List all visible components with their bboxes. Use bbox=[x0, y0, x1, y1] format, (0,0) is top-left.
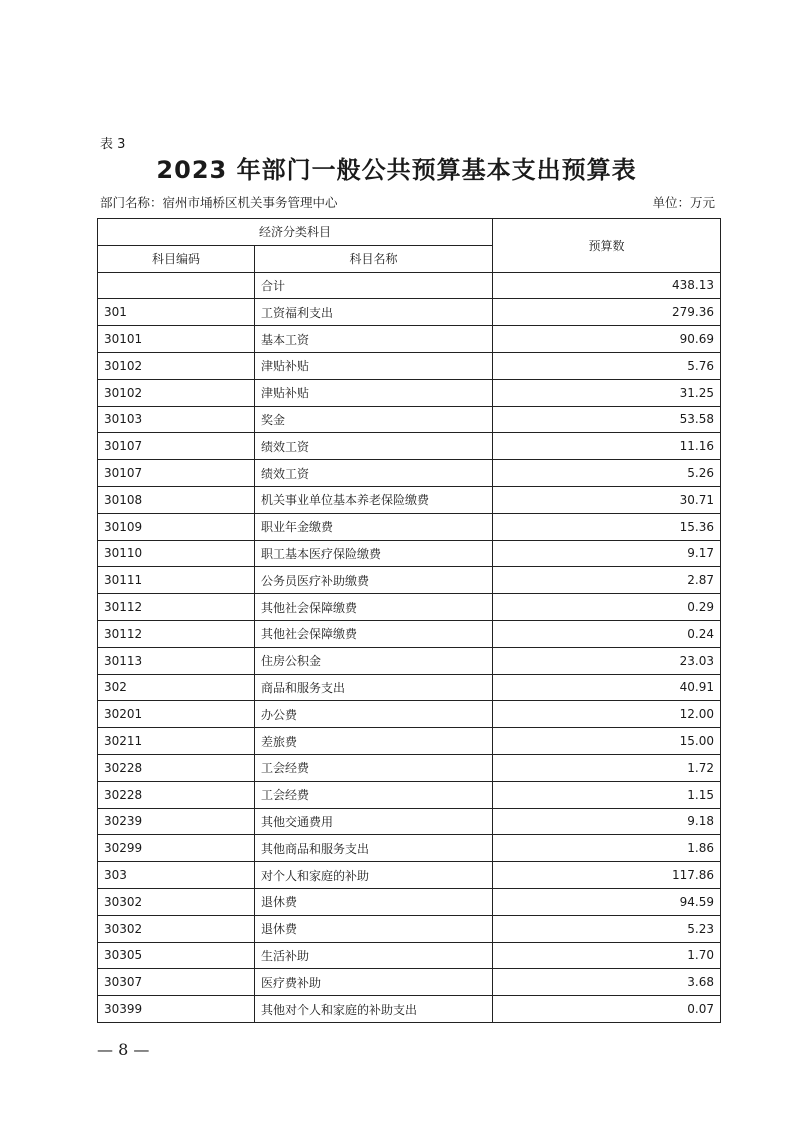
row-name: 工会经费 bbox=[255, 781, 493, 808]
table-row bbox=[98, 594, 721, 621]
row-code: 30113 bbox=[98, 647, 255, 674]
row-code: 30302 bbox=[98, 915, 255, 942]
row-code: 30112 bbox=[98, 620, 255, 647]
row-code: 30111 bbox=[98, 567, 255, 594]
row-code: 30211 bbox=[98, 728, 255, 755]
row-name: 基本工资 bbox=[255, 326, 493, 353]
header-name: 科目名称 bbox=[255, 245, 493, 272]
row-amount: 23.03 bbox=[493, 647, 721, 674]
row-code: 30108 bbox=[98, 486, 255, 513]
row-amount: 1.70 bbox=[493, 942, 721, 969]
row-name: 医疗费补助 bbox=[255, 969, 493, 996]
row-name: 机关事业单位基本养老保险缴费 bbox=[255, 486, 493, 513]
row-name: 退休费 bbox=[255, 888, 493, 915]
row-code: 30110 bbox=[98, 540, 255, 567]
row-code: 30112 bbox=[98, 594, 255, 621]
row-name: 其他交通费用 bbox=[255, 808, 493, 835]
table-row bbox=[98, 647, 721, 674]
row-code: 302 bbox=[98, 674, 255, 701]
unit-label: 单位：万元 bbox=[652, 195, 715, 210]
budget-table bbox=[97, 218, 721, 1023]
row-code: 30299 bbox=[98, 835, 255, 862]
row-code: 30307 bbox=[98, 969, 255, 996]
header-amount: 预算数 bbox=[493, 219, 721, 273]
row-amount: 12.00 bbox=[493, 701, 721, 728]
table-row bbox=[98, 540, 721, 567]
page-title: 2023 年部门一般公共预算基本支出预算表 bbox=[156, 156, 637, 184]
row-code: 30239 bbox=[98, 808, 255, 835]
row-amount: 53.58 bbox=[493, 406, 721, 433]
table-row bbox=[98, 674, 721, 701]
row-code: 301 bbox=[98, 299, 255, 326]
row-name: 绩效工资 bbox=[255, 433, 493, 460]
row-name: 合计 bbox=[255, 272, 493, 299]
row-name: 办公费 bbox=[255, 701, 493, 728]
table-row bbox=[98, 433, 721, 460]
row-amount: 3.68 bbox=[493, 969, 721, 996]
row-name: 其他社会保障缴费 bbox=[255, 594, 493, 621]
header-code: 科目编码 bbox=[98, 245, 255, 272]
row-amount: 0.07 bbox=[493, 996, 721, 1023]
table-row bbox=[98, 808, 721, 835]
row-name: 津贴补贴 bbox=[255, 352, 493, 379]
table-row bbox=[98, 942, 721, 969]
page-number: — 8 — bbox=[97, 1040, 150, 1059]
table-row bbox=[98, 352, 721, 379]
row-name: 对个人和家庭的补助 bbox=[255, 862, 493, 889]
table-row bbox=[98, 513, 721, 540]
row-name: 退休费 bbox=[255, 915, 493, 942]
row-amount: 0.24 bbox=[493, 620, 721, 647]
row-code: 30102 bbox=[98, 352, 255, 379]
table-row bbox=[98, 835, 721, 862]
row-amount: 9.17 bbox=[493, 540, 721, 567]
table-row bbox=[98, 567, 721, 594]
table-row bbox=[98, 460, 721, 487]
row-code: 30107 bbox=[98, 433, 255, 460]
table-row bbox=[98, 406, 721, 433]
row-code: 30228 bbox=[98, 781, 255, 808]
row-name: 职业年金缴费 bbox=[255, 513, 493, 540]
table-row bbox=[98, 272, 721, 299]
table-row bbox=[98, 728, 721, 755]
table-row bbox=[98, 326, 721, 353]
row-amount: 9.18 bbox=[493, 808, 721, 835]
row-amount: 90.69 bbox=[493, 326, 721, 353]
row-name: 公务员医疗补助缴费 bbox=[255, 567, 493, 594]
row-code: 30399 bbox=[98, 996, 255, 1023]
row-name: 绩效工资 bbox=[255, 460, 493, 487]
row-code: 303 bbox=[98, 862, 255, 889]
row-amount: 31.25 bbox=[493, 379, 721, 406]
row-name: 其他商品和服务支出 bbox=[255, 835, 493, 862]
row-amount: 1.72 bbox=[493, 754, 721, 781]
row-code: 30228 bbox=[98, 754, 255, 781]
row-name: 工资福利支出 bbox=[255, 299, 493, 326]
table-row bbox=[98, 754, 721, 781]
row-amount: 1.86 bbox=[493, 835, 721, 862]
row-amount: 94.59 bbox=[493, 888, 721, 915]
header-group: 经济分类科目 bbox=[98, 219, 493, 246]
row-code: 30302 bbox=[98, 888, 255, 915]
department-name: 部门名称：宿州市埇桥区机关事务管理中心 bbox=[100, 195, 338, 210]
row-code: 30107 bbox=[98, 460, 255, 487]
row-code: 30103 bbox=[98, 406, 255, 433]
row-name: 住房公积金 bbox=[255, 647, 493, 674]
row-name: 其他对个人和家庭的补助支出 bbox=[255, 996, 493, 1023]
row-amount: 15.36 bbox=[493, 513, 721, 540]
table-row bbox=[98, 969, 721, 996]
table-row bbox=[98, 620, 721, 647]
row-amount: 1.15 bbox=[493, 781, 721, 808]
row-code: 30305 bbox=[98, 942, 255, 969]
table-row bbox=[98, 996, 721, 1023]
row-name: 工会经费 bbox=[255, 754, 493, 781]
row-amount: 40.91 bbox=[493, 674, 721, 701]
row-amount: 117.86 bbox=[493, 862, 721, 889]
row-amount: 11.16 bbox=[493, 433, 721, 460]
row-amount: 438.13 bbox=[493, 272, 721, 299]
row-amount: 5.23 bbox=[493, 915, 721, 942]
row-amount: 0.29 bbox=[493, 594, 721, 621]
row-amount: 2.87 bbox=[493, 567, 721, 594]
row-name: 津贴补贴 bbox=[255, 379, 493, 406]
table-row bbox=[98, 299, 721, 326]
table-row bbox=[98, 781, 721, 808]
row-amount: 15.00 bbox=[493, 728, 721, 755]
row-amount: 279.36 bbox=[493, 299, 721, 326]
row-name: 职工基本医疗保险缴费 bbox=[255, 540, 493, 567]
row-name: 生活补助 bbox=[255, 942, 493, 969]
table-row bbox=[98, 701, 721, 728]
row-name: 其他社会保障缴费 bbox=[255, 620, 493, 647]
row-code: 30102 bbox=[98, 379, 255, 406]
row-amount: 30.71 bbox=[493, 486, 721, 513]
table-row bbox=[98, 379, 721, 406]
row-name: 商品和服务支出 bbox=[255, 674, 493, 701]
row-code: 30201 bbox=[98, 701, 255, 728]
table-row bbox=[98, 486, 721, 513]
table-label: 表 3 bbox=[100, 137, 126, 152]
row-name: 差旅费 bbox=[255, 728, 493, 755]
row-code: 30101 bbox=[98, 326, 255, 353]
row-name: 奖金 bbox=[255, 406, 493, 433]
row-code: 30109 bbox=[98, 513, 255, 540]
table-row bbox=[98, 862, 721, 889]
row-amount: 5.26 bbox=[493, 460, 721, 487]
table-body bbox=[98, 272, 721, 1022]
row-code bbox=[98, 272, 255, 299]
table-row bbox=[98, 888, 721, 915]
row-amount: 5.76 bbox=[493, 352, 721, 379]
table-row bbox=[98, 915, 721, 942]
